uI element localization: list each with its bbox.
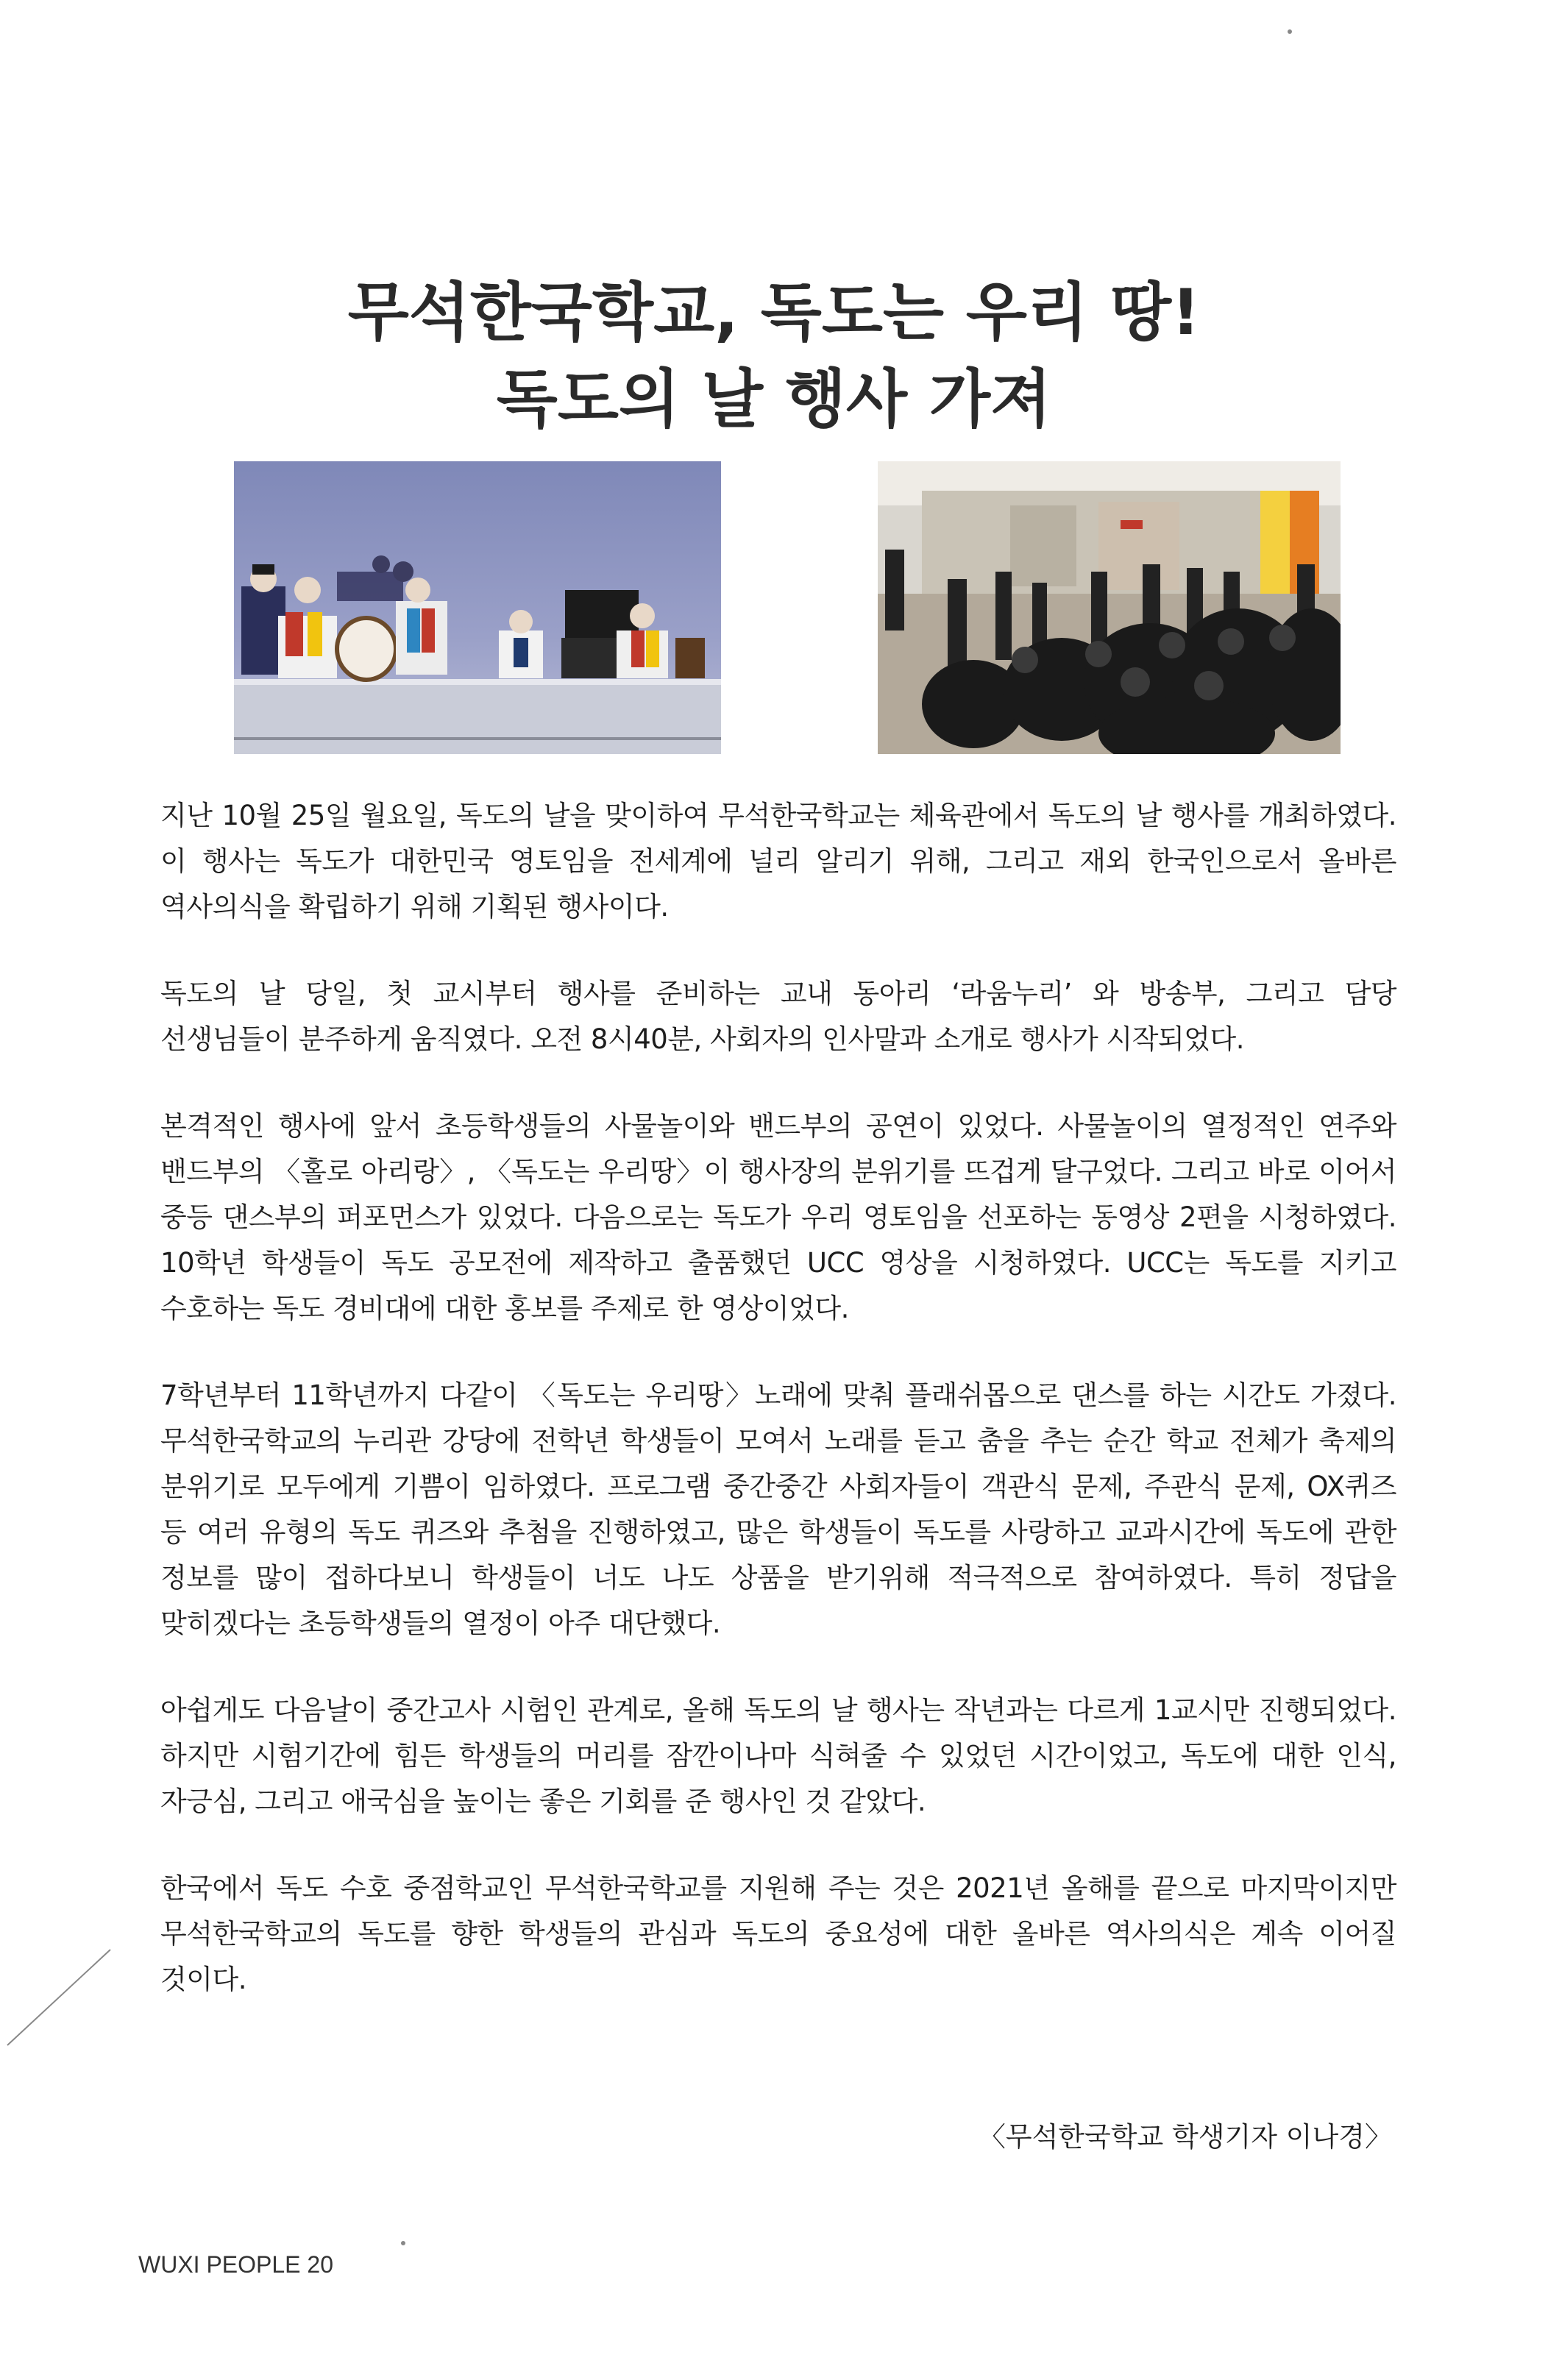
text-line: 것이다. bbox=[160, 1964, 246, 1995]
text-line: 역사의식을 확립하기 위해 기획된 행사이다. bbox=[160, 891, 669, 923]
article-body bbox=[160, 793, 1396, 2044]
paragraph-5 bbox=[160, 1688, 1396, 1825]
text-line: 독도의 날 당일, 첫 교시부터 행사를 준비하는 교내 동아리 ‘라움누리’ 와 방송부, 그리고 담당 bbox=[160, 978, 1396, 1009]
gymnasium-event-photo bbox=[878, 461, 1341, 754]
text-line: 등 여러 유형의 독도 퀴즈와 추첨을 진행하였고, 많은 학생들이 독도를 사랑하고 교과시간에 독도에 관한 bbox=[160, 1516, 1396, 1548]
paragraph-2 bbox=[160, 971, 1396, 1062]
text-line: 자긍심, 그리고 애국심을 높이는 좋은 기회를 준 행사인 것 같았다. bbox=[160, 1786, 926, 1817]
text-line: 아쉽게도 다음날이 중간고사 시험인 관계로, 올해 독도의 날 행사는 작년과는 다르게 1교시만 진행되었다. bbox=[160, 1694, 1396, 1726]
paragraph-3 bbox=[160, 1104, 1396, 1332]
text-line: 한국에서 독도 수호 중점학교인 무석한국학교를 지원해 주는 것은 2021년 올해를 끝으로 마지막이지만 bbox=[160, 1872, 1396, 1904]
text-line: 밴드부의 〈홀로 아리랑〉, 〈독도는 우리땅〉이 행사장의 분위기를 뜨겁게 달구었다. 그리고 바로 이어서 bbox=[160, 1156, 1396, 1187]
dust-speck bbox=[401, 2241, 405, 2245]
paragraph-4 bbox=[160, 1373, 1396, 1647]
text-line: 이 행사는 독도가 대한민국 영토임을 전세계에 널리 알리기 위해, 그리고 재외 한국인으로서 올바른 bbox=[160, 845, 1396, 877]
dust-speck bbox=[1288, 29, 1292, 34]
page-footer: WUXI PEOPLE 20 bbox=[138, 2251, 333, 2278]
text-line: 지난 10월 25일 월요일, 독도의 날을 맞이하여 무석한국학교는 체육관에서 독도의 날 행사를 개최하였다. bbox=[160, 800, 1396, 831]
text-line: 중등 댄스부의 퍼포먼스가 있었다. 다음으로는 독도가 우리 영토임을 선포하는 동영상 2편을 시청하였다. bbox=[160, 1201, 1396, 1233]
text-line: 무석한국학교의 독도를 향한 학생들의 관심과 독도의 중요성에 대한 올바른 역사의식은 계속 이어질 bbox=[160, 1918, 1396, 1950]
article-title-line-1: 무석한국학교, 독도는 우리 땅! bbox=[347, 276, 1201, 349]
text-line: 맞히겠다는 초등학생들의 열정이 아주 대단했다. bbox=[160, 1608, 721, 1639]
article-byline: 〈무석한국학교 학생기자 이나경〉 bbox=[978, 2121, 1392, 2153]
text-line: 수호하는 독도 경비대에 대한 홍보를 주제로 한 영상이었다. bbox=[160, 1293, 849, 1324]
paragraph-1 bbox=[160, 793, 1396, 930]
text-line: 분위기로 모두에게 기쁨이 임하였다. 프로그램 중간중간 사회자들이 객관식 문제, 주관식 문제, OX퀴즈 bbox=[160, 1471, 1396, 1502]
text-line: 하지만 시험기간에 힘든 학생들의 머리를 잠깐이나마 식혀줄 수 있었던 시간이었고, 독도에 대한 인식, bbox=[160, 1740, 1396, 1772]
text-line: 10학년 학생들이 독도 공모전에 제작하고 출품했던 UCC 영상을 시청하였다. UCC는 독도를 지키고 bbox=[160, 1247, 1396, 1279]
paragraph-6 bbox=[160, 1866, 1396, 2003]
article-title-line-2: 독도의 날 행사 가져 bbox=[496, 363, 1052, 436]
stage-performance-photo bbox=[234, 461, 721, 754]
text-line: 본격적인 행사에 앞서 초등학생들의 사물놀이와 밴드부의 공연이 있었다. 사물놀이의 열정적인 연주와 bbox=[160, 1110, 1396, 1142]
text-line: 7학년부터 11학년까지 다같이 〈독도는 우리땅〉노래에 맞춰 플래쉬몹으로 댄스를 하는 시간도 가졌다. bbox=[160, 1379, 1396, 1411]
text-line: 선생님들이 분주하게 움직였다. 오전 8시40분, 사회자의 인사말과 소개로 행사가 시작되었다. bbox=[160, 1023, 1244, 1055]
text-line: 정보를 많이 접하다보니 학생들이 너도 나도 상품을 받기위해 적극적으로 참여하였다. 특히 정답을 bbox=[160, 1562, 1397, 1594]
margin-pen-mark bbox=[0, 1942, 118, 2053]
text-line: 무석한국학교의 누리관 강당에 전학년 학생들이 모여서 노래를 듣고 춤을 추는 순간 학교 전체가 축제의 bbox=[160, 1425, 1396, 1457]
